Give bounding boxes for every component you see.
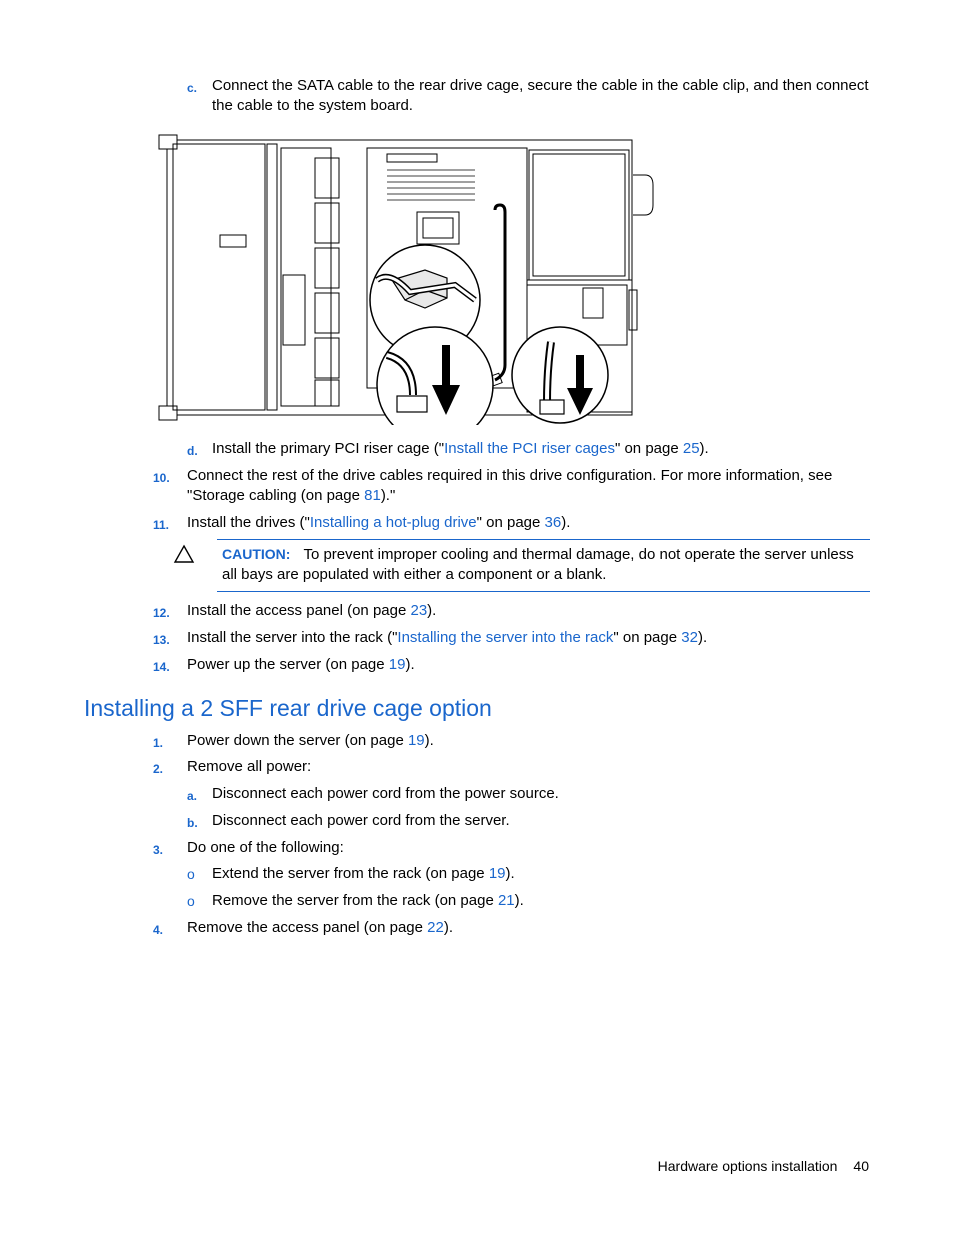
step-11-text: [187, 513, 570, 533]
step-c-text-line2: the cable to the system board.: [212, 97, 413, 114]
s2-step-3-option-2-pre: Remove the server from the rack (on page: [212, 892, 498, 909]
step-13-marker: 13.: [153, 633, 170, 647]
s2-step-1-pre: Power down the server (on page: [187, 732, 408, 749]
step-14-marker: 14.: [153, 660, 170, 674]
caution-line1: [222, 544, 854, 565]
s2-step-2a-marker: a.: [187, 789, 198, 803]
step-10-text-line1: Connect the rest of the drive cables required in this drive configuration. For more information, see: [187, 467, 833, 484]
s2-step-2b-text: Disconnect each power cord from the server.: [212, 812, 510, 829]
s2-step-4-post: ).: [443, 919, 454, 936]
s2-step-4-page-link[interactable]: 22: [427, 919, 444, 936]
step-10-line2-pre: "Storage cabling (on page: [187, 487, 365, 504]
section-title: Installing a 2 SFF rear drive cage option: [84, 695, 492, 721]
page-footer: [658, 1158, 869, 1174]
step-11-post: ).: [561, 514, 571, 531]
step-11-marker: 11.: [153, 518, 170, 532]
step-d-pre: Install the primary PCI riser cage (": [212, 440, 445, 457]
s2-step-4-pre: Remove the access panel (on page: [187, 919, 428, 936]
step-d-text: [212, 439, 709, 459]
caution-text-line1: To prevent improper cooling and thermal damage, do not operate the server unless: [303, 546, 854, 563]
step-13-page-link[interactable]: 32: [681, 629, 698, 646]
s2-step-1-marker: 1.: [153, 736, 164, 750]
s2-step-3-option-1-pre: Extend the server from the rack (on page: [212, 865, 489, 882]
s2-step-3-text: Do one of the following:: [187, 839, 344, 856]
step-13-post: ).: [697, 629, 708, 646]
server-sata-cable-illustration: [155, 130, 660, 425]
step-d-marker: d.: [187, 444, 198, 458]
step-d-mid: " on page: [614, 440, 683, 457]
install-pci-riser-cages-link[interactable]: Install the PCI riser cages: [444, 440, 615, 457]
step-11-page-link[interactable]: 36: [544, 514, 562, 531]
step-12-marker: 12.: [153, 606, 170, 620]
footer-section-name: Hardware options installation: [657, 1158, 838, 1174]
s2-step-1-page-link[interactable]: 19: [407, 732, 425, 749]
s2-step-4-text: [187, 918, 453, 938]
step-c-text-line1: Connect the SATA cable to the rear drive cage, secure the cable in the cable clip, and then connect: [212, 77, 869, 94]
step-c-marker: c.: [187, 81, 198, 95]
step-12-page-link[interactable]: 23: [410, 602, 428, 619]
step-13-mid: " on page: [613, 629, 682, 646]
step-11-mid: " on page: [476, 514, 545, 531]
step-10-page-link[interactable]: 81: [364, 487, 381, 504]
footer-page-number: 40: [853, 1158, 869, 1174]
caution-text-line2: all bays are populated with either a component or a blank.: [222, 566, 607, 583]
step-14-page-link[interactable]: 19: [388, 656, 406, 673]
step-14-text: [187, 655, 415, 675]
step-13-text: [187, 628, 707, 648]
caution-label: CAUTION:: [222, 546, 291, 562]
s2-step-3-option-2-page-link[interactable]: 21: [497, 892, 515, 909]
step-12-text: [187, 601, 436, 621]
s2-step-3-option-2-post: ).: [514, 892, 524, 909]
step-13-pre: Install the server into the rack (": [187, 629, 398, 646]
s2-step-1-post: ).: [424, 732, 434, 749]
caution-warning-icon: [173, 544, 195, 564]
s2-step-3-option-1-post: ).: [505, 865, 515, 882]
s2-step-4-marker: 4.: [153, 923, 164, 937]
s2-step-2b-marker: b.: [187, 816, 198, 830]
step-14-post: ).: [405, 656, 415, 673]
step-14-pre: Power up the server (on page: [187, 656, 389, 673]
step-d-page-link[interactable]: 25: [682, 440, 700, 457]
step-11-pre: Install the drives (": [187, 514, 310, 531]
s2-step-2-text: Remove all power:: [187, 758, 312, 775]
s2-step-3-option-2-bullet: o: [187, 893, 195, 909]
installing-hot-plug-drive-link[interactable]: Installing a hot-plug drive: [309, 514, 477, 531]
step-10-line2-post: ).": [380, 487, 396, 504]
s2-step-3-marker: 3.: [153, 843, 164, 857]
installing-server-into-rack-link[interactable]: Installing the server into the rack: [397, 629, 614, 646]
step-d-post: ).: [699, 440, 709, 457]
s2-step-3-option-1-bullet: o: [187, 866, 195, 882]
s2-step-2-marker: 2.: [153, 762, 164, 776]
s2-step-3-option-1-text: [212, 864, 515, 884]
s2-step-2a-text: Disconnect each power cord from the power source.: [212, 785, 559, 802]
step-10-marker: 10.: [153, 471, 170, 485]
step-12-post: ).: [427, 602, 437, 619]
s2-step-3-option-2-text: [212, 891, 524, 911]
s2-step-3-option-1-page-link[interactable]: 19: [488, 865, 506, 882]
s2-step-1-text: [187, 731, 434, 751]
step-10-text-line2: [187, 486, 395, 506]
step-12-pre: Install the access panel (on page: [187, 602, 411, 619]
